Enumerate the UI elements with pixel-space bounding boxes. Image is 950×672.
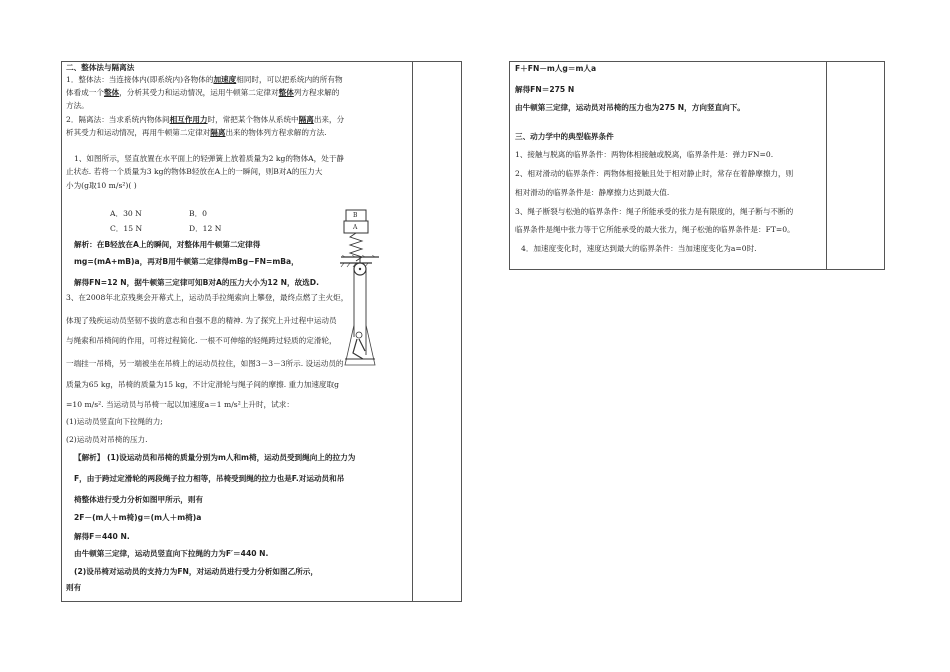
solution-3-line5: 解得F＝440 N. xyxy=(74,532,130,541)
question-1-line2: 止状态. 若将一个质量为3 kg的物体B轻放在A上的一瞬间，则B对A的压力大 xyxy=(66,167,323,176)
question-3-line3: 与绳索和吊椅间的作用，可将过程简化. 一根不可伸缩的轻绳跨过轻质的定滑轮， xyxy=(66,336,337,345)
solution-3-line7: (2)设吊椅对运动员的支持力为FN，对运动员进行受力分析如图乙所示， xyxy=(74,567,318,576)
question-3-sub2: (2)运动员对吊椅的压力. xyxy=(66,435,148,444)
right-conclusion: 由牛顿第三定律，运动员对吊椅的压力也为275 N，方向竖直向下。 xyxy=(515,103,745,112)
critical-item-3-cont: 临界条件是绳中张力等于它所能承受的最大张力，绳子松弛的临界条件是：FT=0。 xyxy=(515,225,795,234)
question-1-line1: 1、如图所示，竖直放置在水平面上的轻弹簧上放着质量为2 kg的物体A，处于静 xyxy=(74,154,345,163)
solution-1-line3: 解得FN=12 N，据牛顿第三定律可知B对A的压力大小为12 N，故选D. xyxy=(74,278,319,287)
question-3-line2: 体现了残疾运动员坚韧不拔的意志和自强不息的精神. 为了探究上升过程中运动员 xyxy=(66,316,337,325)
solution-3-line2: F，由于跨过定滑轮的两段绳子拉力相等，吊椅受到绳的拉力也是F.对运动员和吊 xyxy=(74,474,345,483)
solution-3-line8: 则有 xyxy=(66,583,82,592)
question-3-sub1: (1)运动员竖直向下拉绳的力; xyxy=(66,417,163,426)
solution-3-line1: 【解析】 (1)设运动员和吊椅的质量分别为m人和m椅，运动员受到绳向上的拉力为 xyxy=(74,453,356,462)
solution-3-line4: 2F－(m人＋m椅)g＝(m人＋m椅)a xyxy=(74,513,202,522)
critical-item-2: 2、相对滑动的临界条件：两物体相接触且处于相对静止时，常存在着静摩擦力，则 xyxy=(515,169,794,178)
critical-item-3: 3、绳子断裂与松弛的临界条件：绳子所能承受的张力是有限度的，绳子断与不断的 xyxy=(515,207,794,216)
question-3-line4: 一端挂一吊椅，另一端被坐在吊椅上的运动员拉住，如图3－3－3所示. 设运动员的 xyxy=(66,359,344,368)
critical-item-1: 1、接触与脱离的临界条件：两物体相接触或脱离，临界条件是：弹力FN=0. xyxy=(515,150,774,159)
question-3-line5: 质量为65 kg，吊椅的质量为15 kg，不计定滑轮与绳子间的摩擦. 重力加速度取g xyxy=(66,380,339,389)
option-c: C．15 N xyxy=(110,224,143,233)
question-3-line1: 3、在2008年北京残奥会开幕式上，运动员手拉绳索向上攀登，最终点燃了主火炬， xyxy=(66,293,349,302)
paragraph-integral-line2: 体看成一个整体，分析其受力和运动情况，运用牛顿第二定律对整体列方程求解的 xyxy=(66,88,340,97)
right-equation: F＋FN－m人g＝m人a xyxy=(515,64,597,73)
critical-item-4: 4．加速度变化时，速度达到最大的临界条件：当加速度变化为a=0时. xyxy=(521,244,757,253)
solution-3-line3: 椅整体进行受力分析如图甲所示，则有 xyxy=(74,495,204,504)
section-heading-critical: 三、动力学中的典型临界条件 xyxy=(515,132,614,141)
solution-1-line1: 解析：在B轻放在A上的瞬间，对整体用牛顿第二定律得 xyxy=(74,240,261,249)
paragraph-integral-line3: 方法。 xyxy=(66,101,89,110)
paragraph-isolation-method: 2．隔离法：当求系统内物体间相互作用力时，常把某个物体从系统中隔离出来，分 xyxy=(66,115,345,124)
right-col-divider xyxy=(826,61,827,270)
option-d: D．12 N xyxy=(189,224,222,233)
critical-item-2-cont: 相对滑动的临界条件是：静摩擦力达到最大值. xyxy=(515,188,670,197)
block-a-label: A xyxy=(353,224,358,231)
option-b: B．0 xyxy=(189,209,208,218)
solution-1-line2: mg=(mA+mB)a，再对B用牛顿第二定律得mBg−FN=mBa， xyxy=(74,257,299,266)
section-heading-integral: 二、整体法与隔离法 xyxy=(66,63,135,72)
solution-3-line6: 由牛顿第三定律，运动员竖直向下拉绳的力为F′＝440 N. xyxy=(74,549,269,558)
paragraph-isolation-line2: 析其受力和运动情况，再用牛顿第二定律对隔离出来的物体列方程求解的方法. xyxy=(66,128,327,137)
right-result: 解得FN＝275 N xyxy=(515,85,575,94)
block-b-label: B xyxy=(353,212,358,219)
question-1-line3: 小为(g取10 m/s²)( ) xyxy=(66,181,137,190)
left-col-divider xyxy=(412,61,413,602)
paragraph-integral-method: 1．整体法：当连接体内(即系统内)各物体的加速度相同时，可以把系统内的所有物 xyxy=(66,75,343,84)
option-a: A．30 N xyxy=(110,209,142,218)
question-3-line6: =10 m/s². 当运动员与吊椅一起以加速度a＝1 m/s²上升时，试求： xyxy=(66,400,294,409)
